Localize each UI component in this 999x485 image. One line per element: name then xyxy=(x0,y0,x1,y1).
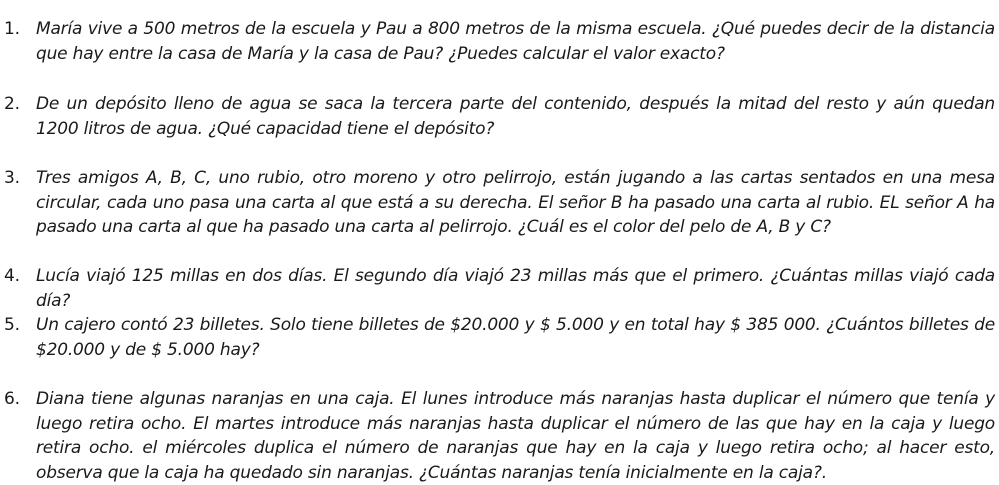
problem-text: Un cajero contó 23 billetes. Solo tiene billetes de $20.000 y $ 5.000 y en total hay $ 385 000. ¿Cuántos billetes de $20.000 y de $ 5.000 hay? xyxy=(36,315,995,360)
problem-item xyxy=(0,166,999,240)
problem-number: 2. xyxy=(4,94,20,114)
problem-number: 5. xyxy=(4,315,20,335)
problem-item xyxy=(0,313,999,362)
problem-number: 4. xyxy=(4,266,20,286)
problem-number: 1. xyxy=(4,19,20,39)
problem-text: Lucía viajó 125 millas en dos días. El segundo día viajó 23 millas más que el primero. ¿Cuántas millas viajó cada día? xyxy=(36,266,995,311)
problem-text: De un depósito lleno de agua se saca la tercera parte del contenido, después la mitad del resto y aún quedan 1200 litros de agua. ¿Qué capacidad tiene el depósito? xyxy=(36,94,995,139)
problem-number: 6. xyxy=(4,389,20,409)
problem-text: María vive a 500 metros de la escuela y Pau a 800 metros de la misma escuela. ¿Qué puedes decir de la distancia que hay entre la casa de María y la casa de Pau? ¿Puedes calcular el valor exacto? xyxy=(36,19,995,64)
problem-item xyxy=(0,387,999,485)
problem-number: 3. xyxy=(4,168,20,188)
problem-item xyxy=(0,92,999,141)
problem-text: Diana tiene algunas naranjas en una caja. El lunes introduce más naranjas hasta duplicar el número que tenía y luego retira ocho. El martes introduce más naranjas hasta duplicar el número de las que hay en la caja y luego retira ocho. el miércoles duplica el número de naranjas que hay en la caja y luego retira ocho; al hacer esto, observa que la caja ha quedado sin naranjas. ¿Cuántas naranjas tenía inicialmente en la caja?. xyxy=(36,389,995,483)
problem-item xyxy=(0,264,999,313)
problem-item xyxy=(0,17,999,66)
problem-text: Tres amigos A, B, C, uno rubio, otro moreno y otro pelirrojo, están jugando a las cartas sentados en una mesa circular, cada uno pasa una carta al que está a su derecha. El señor B ha pasado una carta al rubio. EL señor A ha pasado una carta al que ha pasado una carta al pelirrojo. ¿Cuál es el color del pelo de A, B y C? xyxy=(36,168,995,237)
